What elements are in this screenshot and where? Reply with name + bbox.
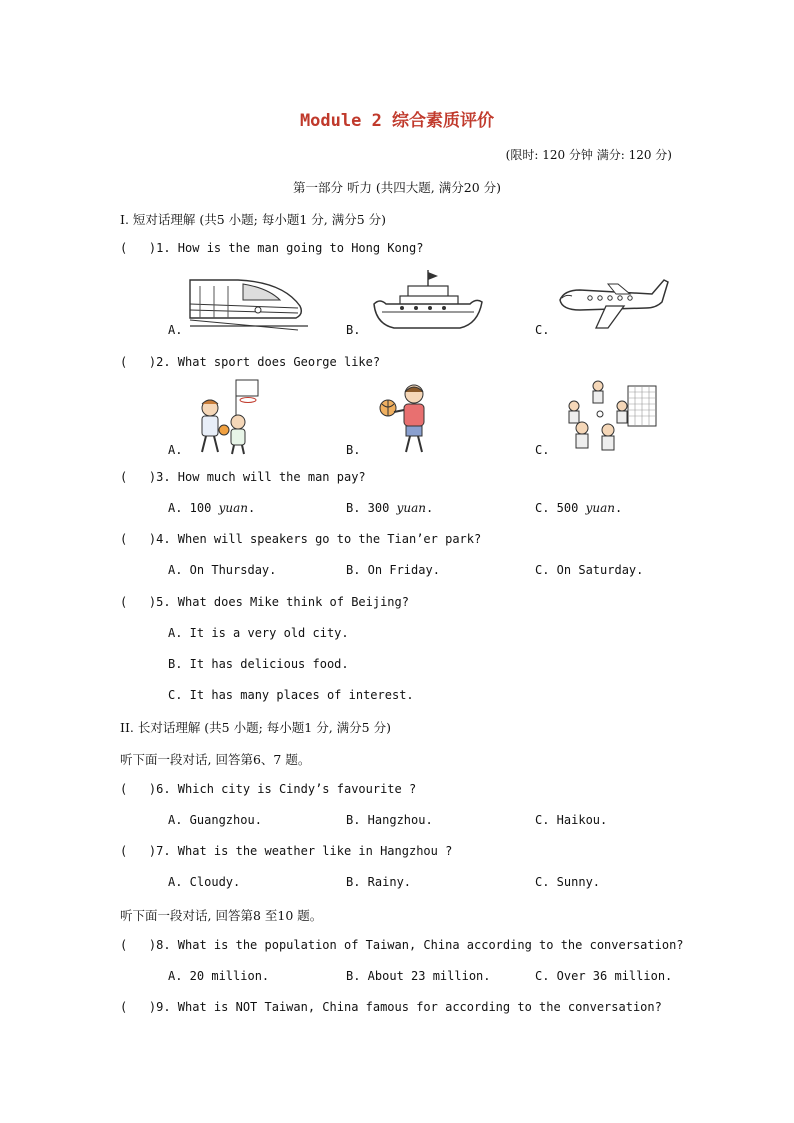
q1-option-a-label: A. <box>168 323 183 337</box>
question-7: ( )7. What is the weather like in Hangzhou ? <box>120 844 453 858</box>
section2-heading: II. 长对话理解 (共5 小题; 每小题1 分, 满分5 分) <box>120 720 391 735</box>
part-heading: 第一部分 听力 (共四大题, 满分20 分) <box>292 180 502 195</box>
q5-option-a: A. It is a very old city. <box>168 626 349 640</box>
question-6: ( )6. Which city is Cindy’s favourite ? <box>120 782 417 796</box>
q7-option-a: A. Cloudy. <box>168 875 241 889</box>
q2-option-c-label: C. <box>535 443 550 457</box>
basketball-image <box>190 378 264 456</box>
q1-option-c-label: C. <box>535 323 550 337</box>
q4-option-b: B. On Friday. <box>346 563 440 577</box>
q7-option-b: B. Rainy. <box>346 875 412 889</box>
page-title: Module 2 综合素质评价 <box>299 111 495 131</box>
volleyball-image <box>376 382 436 454</box>
question-5: ( )5. What does Mike think of Beijing? <box>120 595 409 609</box>
question-4: ( )4. When will speakers go to the Tian’er park? <box>120 532 482 546</box>
q3-option-a: A. 100 yuan. <box>168 501 256 515</box>
question-1: ( )1. How is the man going to Hong Kong? <box>120 241 424 255</box>
q4-option-c: C. On Saturday. <box>535 563 644 577</box>
question-9: ( )9. What is NOT Taiwan, China famous for according to the conversation? <box>120 1000 662 1014</box>
q7-option-c: C. Sunny. <box>535 875 601 889</box>
section1-heading: I. 短对话理解 (共5 小题; 每小题1 分, 满分5 分) <box>120 212 387 227</box>
question-3: ( )3. How much will the man pay? <box>120 470 366 484</box>
plane-image <box>556 278 670 332</box>
q2-option-a-label: A. <box>168 443 183 457</box>
q6-option-a: A. Guangzhou. <box>168 813 262 827</box>
boat-image <box>372 268 484 332</box>
q2-option-b-label: B. <box>346 443 361 457</box>
time-limit: (限时: 120 分钟 满分: 120 分) <box>505 148 672 162</box>
q3-option-c: C. 500 yuan. <box>535 501 623 515</box>
q6-option-b: B. Hangzhou. <box>346 813 433 827</box>
q8-option-c: C. Over 36 million. <box>535 969 673 983</box>
question-8: ( )8. What is the population of Taiwan, China according to the conversation? <box>120 938 684 952</box>
q5-option-c: C. It has many places of interest. <box>168 688 414 702</box>
section2-intro-2: 听下面一段对话, 回答第8 至10 题。 <box>120 908 323 923</box>
q1-option-b-label: B. <box>346 323 361 337</box>
q4-option-a: A. On Thursday. <box>168 563 277 577</box>
question-2: ( )2. What sport does George like? <box>120 355 381 369</box>
section2-intro-1: 听下面一段对话, 回答第6、7 题。 <box>120 752 311 767</box>
q5-option-b: B. It has delicious food. <box>168 657 349 671</box>
q8-option-a: A. 20 million. <box>168 969 270 983</box>
train-image <box>188 268 312 334</box>
q6-option-c: C. Haikou. <box>535 813 608 827</box>
q8-option-b: B. About 23 million. <box>346 969 491 983</box>
football-image <box>556 378 660 456</box>
q3-option-b: B. 300 yuan. <box>346 501 434 515</box>
